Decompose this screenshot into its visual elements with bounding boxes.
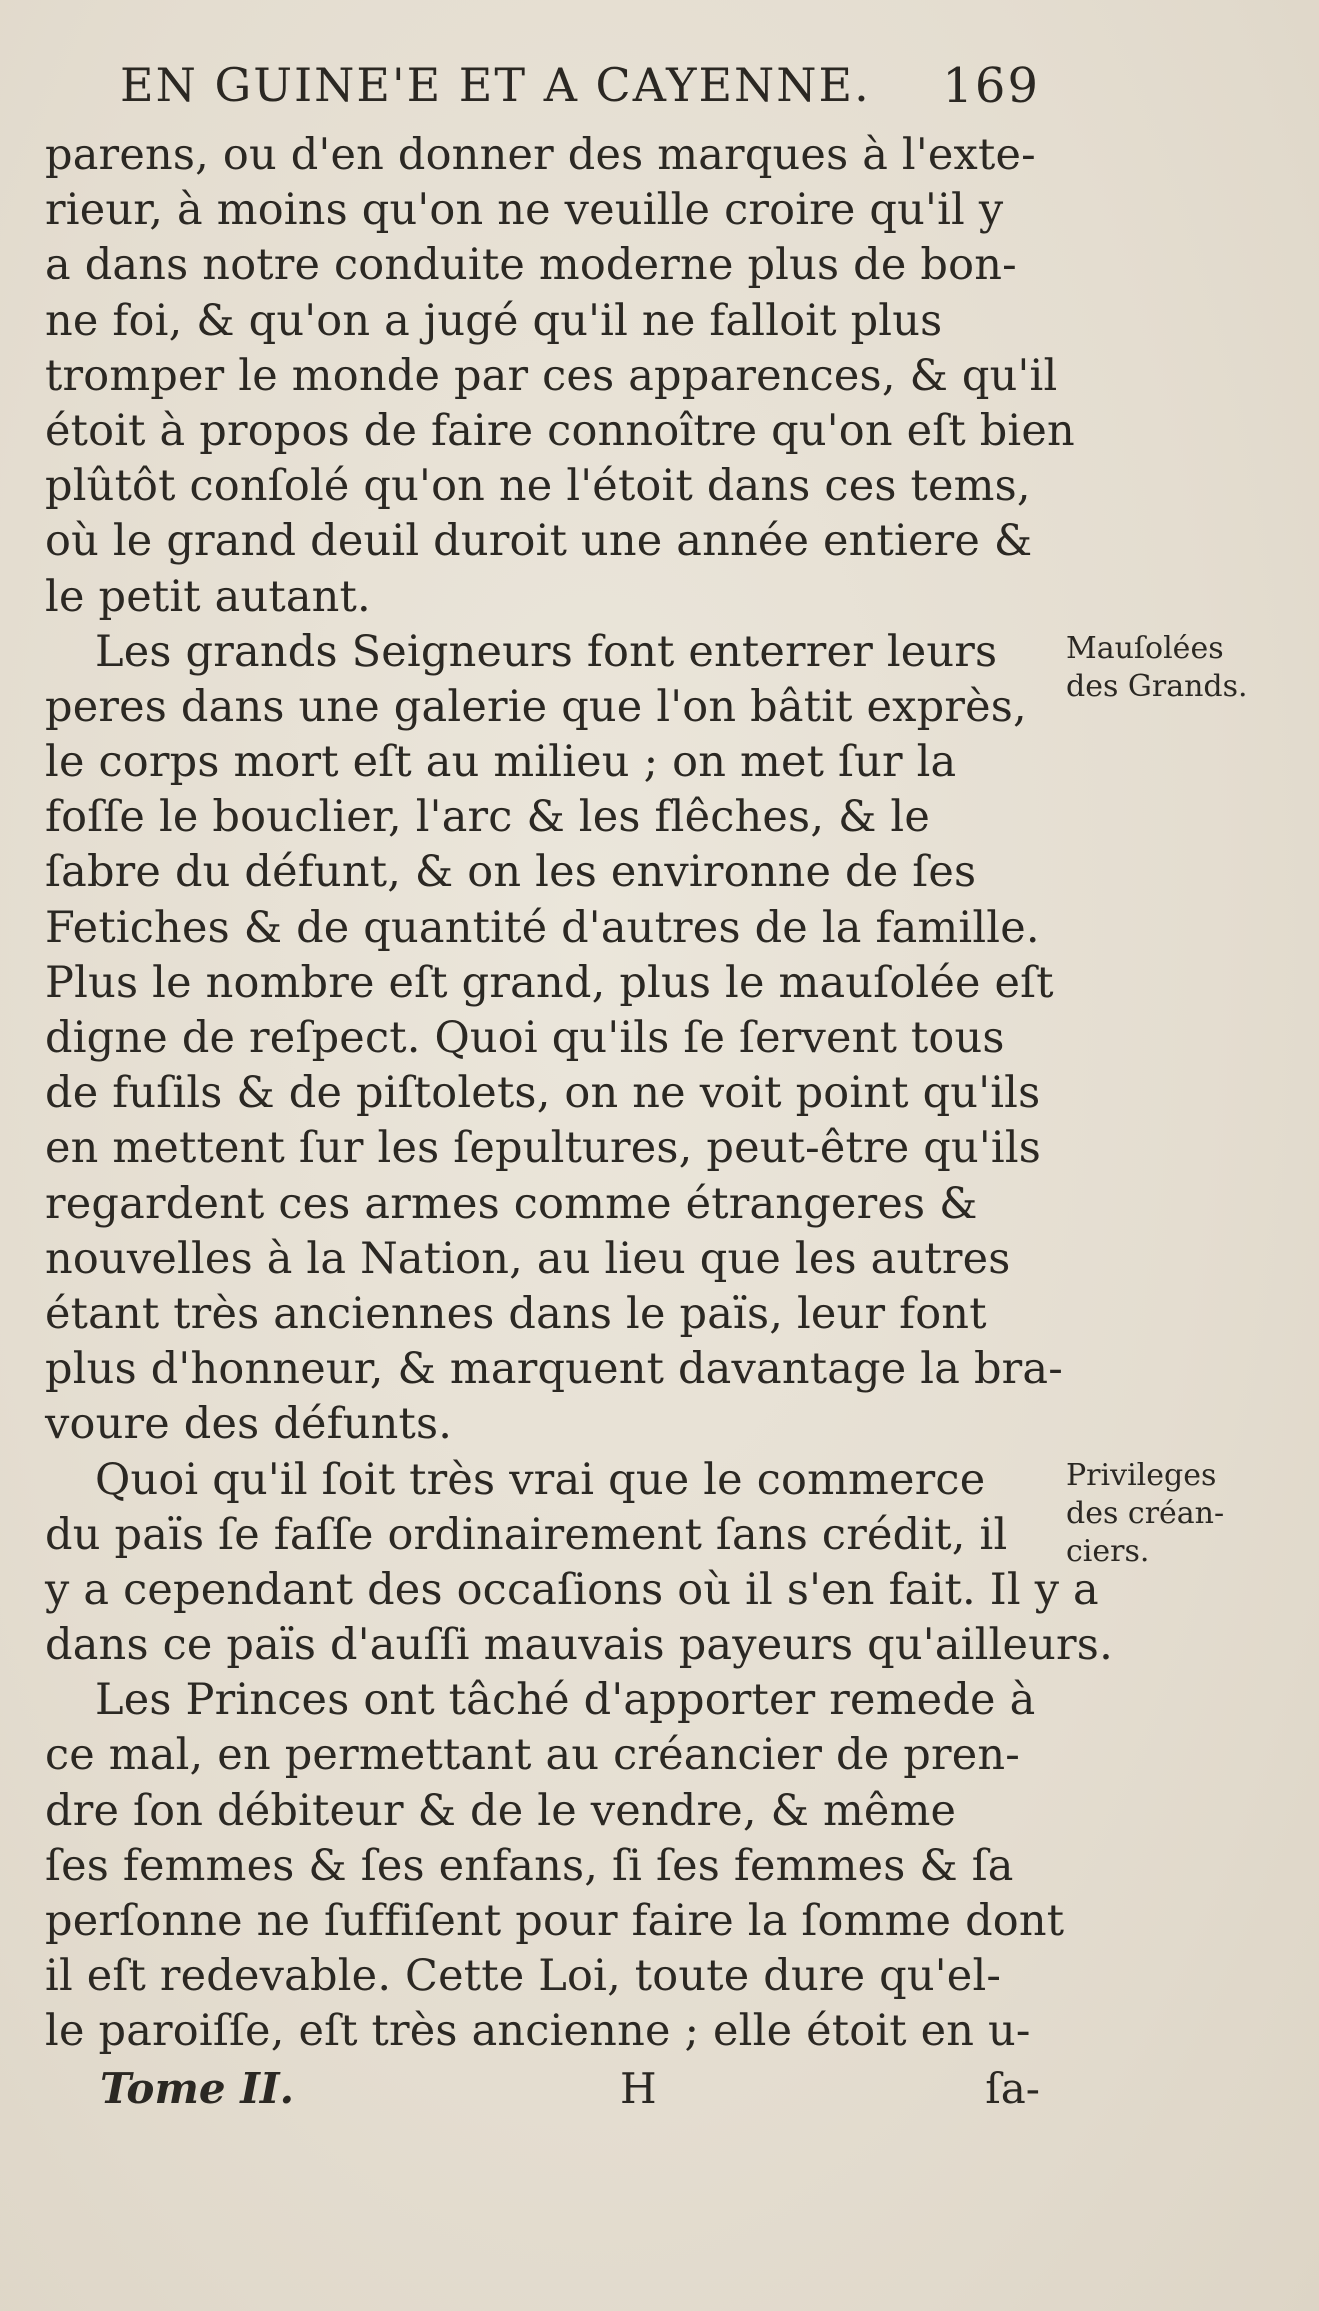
- page-footer: [100, 2064, 1080, 2120]
- margin-note-line: ciers.: [1066, 1534, 1150, 1569]
- text-line: voure des défunts.: [45, 1399, 453, 1450]
- text-line: étoit à propos de faire connoître qu'on eſt bien: [45, 405, 1075, 456]
- text-line: parens, ou d'en donner des marques à l'exte-: [45, 130, 1036, 180]
- text-line: le petit autant.: [45, 571, 371, 622]
- text-line: ne foi, & qu'on a jugé qu'il ne falloit plus: [45, 295, 943, 346]
- text-line: plûtôt conſolé qu'on ne l'étoit dans ces tems,: [45, 461, 1031, 512]
- margin-note-line: des créan-: [1066, 1496, 1225, 1531]
- margin-note-line: Privileges: [1066, 1458, 1217, 1493]
- text-line: nouvelles à la Nation, au lieu que les autres: [45, 1233, 1011, 1284]
- text-line: dans ce païs d'auſſi mauvais payeurs qu'ailleurs.: [45, 1620, 1113, 1671]
- text-line: Fetiches & de quantité d'autres de la famille.: [45, 902, 1040, 953]
- text-line: ce mal, en permettant au créancier de pren-: [45, 1730, 1021, 1781]
- text-line: a dans notre conduite moderne plus de bon-: [45, 240, 1017, 291]
- text-line: ſabre du défunt, & on les environne de ſes: [45, 847, 977, 898]
- text-line: y a cependant des occaſions où il s'en fait. Il y a: [45, 1564, 1099, 1615]
- text-line: rieur, à moins qu'on ne veuille croire qu'il y: [45, 185, 1004, 236]
- text-line: dre ſon débiteur & de le vendre, & même: [45, 1785, 957, 1836]
- text-line: tromper le monde par ces apparences, & qu'il: [45, 350, 1058, 401]
- text-line: étant très anciennes dans le païs, leur font: [45, 1288, 987, 1339]
- text-line: le corps mort eſt au milieu ; on met ſur la: [45, 737, 957, 788]
- signature-mark: H: [620, 2064, 657, 2113]
- text-line: ſes femmes & ſes enfans, ſi ſes femmes & ſa: [45, 1840, 1014, 1891]
- page-header: [120, 58, 1040, 118]
- margin-note-mausolees: [1066, 630, 1248, 706]
- margin-note-line: des Grands.: [1066, 669, 1248, 704]
- text-line: plus d'honneur, & marquent davantage la bra-: [45, 1344, 1063, 1395]
- text-line: en mettent ſur les ſepultures, peut-être qu'ils: [45, 1123, 1042, 1174]
- catchword: ſa-: [985, 2064, 1040, 2113]
- paragraph-start-line: Quoi qu'il ſoit très vrai que le commerce: [95, 1454, 986, 1505]
- volume-label: Tome II.: [100, 2064, 295, 2113]
- text-line: de fuſils & de piſtolets, on ne voit point qu'ils: [45, 1068, 1041, 1119]
- paragraph-start-line: Les Princes ont tâché d'apporter remede à: [95, 1675, 1036, 1726]
- text-line: perſonne ne ſuffiſent pour faire la ſomme dont: [45, 1896, 1065, 1946]
- text-line: où le grand deuil duroit une année entiere &: [45, 516, 1033, 567]
- text-line: il eſt redevable. Cette Loi, toute dure qu'el-: [45, 1951, 1002, 2002]
- text-line: peres dans une galerie que l'on bâtit exprès,: [45, 681, 1027, 732]
- running-title: EN GUINE'E ET A CAYENNE.: [120, 58, 871, 112]
- text-line: digne de reſpect. Quoi qu'ils ſe ſervent tous: [45, 1013, 1005, 1063]
- text-line: le paroiſſe, eſt très ancienne ; elle étoit en u-: [45, 2006, 1031, 2057]
- text-line: Plus le nombre eſt grand, plus le mauſolée eſt: [45, 957, 1054, 1008]
- paragraph-start-line: Les grands Seigneurs font enterrer leurs: [95, 626, 998, 677]
- text-line: regardent ces armes comme étrangeres &: [45, 1178, 978, 1229]
- text-line: foſſe le bouclier, l'arc & les flêches, & le: [45, 792, 931, 843]
- page-number: 169: [942, 58, 1040, 114]
- text-line: du païs ſe faſſe ordinairement ſans crédit, il: [45, 1509, 1008, 1560]
- margin-note-privileges: [1066, 1457, 1224, 1571]
- margin-note-line: Mauſolées: [1066, 631, 1224, 666]
